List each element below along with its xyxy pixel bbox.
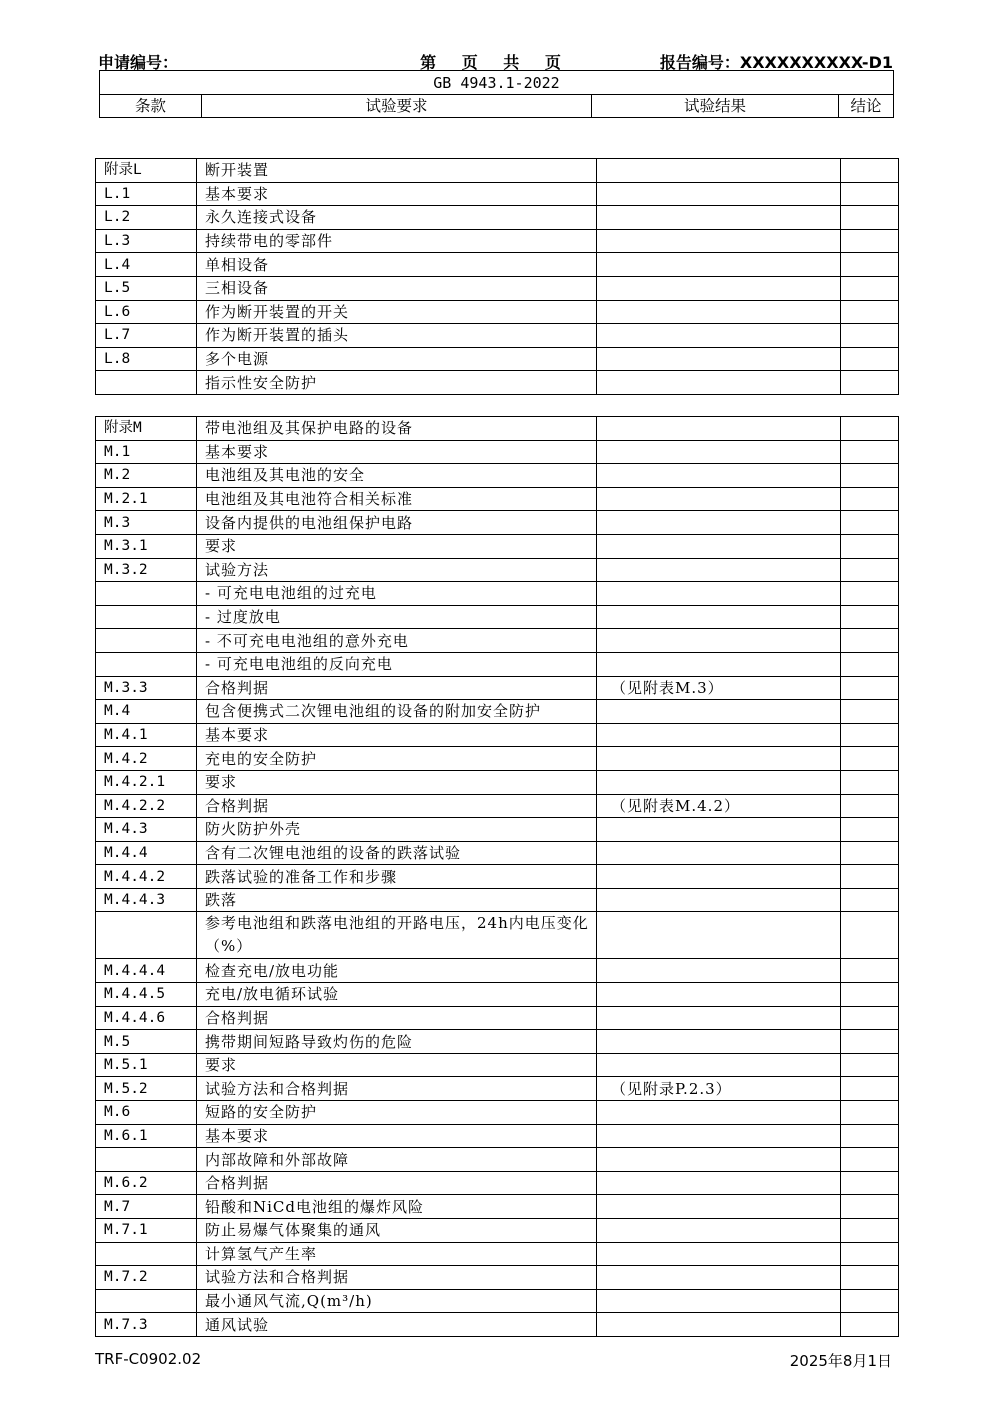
verdict-cell — [841, 534, 899, 558]
result-cell — [597, 1101, 841, 1125]
result-cell — [597, 1219, 841, 1243]
table-row — [96, 558, 899, 582]
result-cell — [597, 1006, 841, 1030]
table-row — [96, 1101, 899, 1125]
requirement-cell: 内部故障和外部故障 — [197, 1148, 597, 1172]
clause-cell: M.3.2 — [96, 558, 197, 582]
verdict-cell — [841, 1077, 899, 1101]
requirement-cell: 基本要求 — [197, 182, 597, 206]
verdict-cell — [841, 912, 899, 959]
table-row — [96, 983, 899, 1007]
requirement-cell: 计算氢气产生率 — [197, 1242, 597, 1266]
verdict-cell — [841, 464, 899, 488]
table-row — [96, 888, 899, 912]
table-row — [96, 371, 899, 395]
clause-cell: 附录M — [96, 417, 197, 441]
result-cell: （见附表M.4.2） — [597, 794, 841, 818]
clause-cell — [96, 605, 197, 629]
requirement-cell: 电池组及其电池符合相关标准 — [197, 487, 597, 511]
clause-cell: M.4.3 — [96, 818, 197, 842]
verdict-cell — [841, 1124, 899, 1148]
clause-cell — [96, 1148, 197, 1172]
column-header-result: 试验结果 — [592, 95, 839, 118]
result-cell — [597, 1313, 841, 1337]
column-header-requirement: 试验要求 — [202, 95, 592, 118]
clause-cell: M.4.4.5 — [96, 983, 197, 1007]
verdict-cell — [841, 959, 899, 983]
requirement-cell: 含有二次锂电池组的设备的跌落试验 — [197, 841, 597, 865]
verdict-cell — [841, 629, 899, 653]
page-header — [98, 48, 893, 72]
verdict-cell — [841, 770, 899, 794]
requirement-cell: 作为断开装置的插头 — [197, 324, 597, 348]
clause-cell: L.8 — [96, 347, 197, 371]
result-cell — [597, 770, 841, 794]
table-row — [96, 1242, 899, 1266]
table-row — [96, 487, 899, 511]
clause-cell: M.6.2 — [96, 1171, 197, 1195]
report-number-label: 报告编号：XXXXXXXXXX-D1 — [659, 53, 893, 72]
table-row — [96, 959, 899, 983]
requirement-cell: 检查充电/放电功能 — [197, 959, 597, 983]
table-row — [96, 276, 899, 300]
result-cell — [597, 347, 841, 371]
clause-cell: M.4.2.2 — [96, 794, 197, 818]
clause-cell: M.4.2 — [96, 747, 197, 771]
table-row — [96, 747, 899, 771]
result-cell — [597, 1053, 841, 1077]
table-row — [96, 794, 899, 818]
result-cell — [597, 206, 841, 230]
clause-cell: M.4 — [96, 700, 197, 724]
requirement-cell: 要求 — [197, 1053, 597, 1077]
column-header-verdict: 结论 — [839, 95, 894, 118]
verdict-cell — [841, 1313, 899, 1337]
verdict-cell — [841, 417, 899, 441]
table-row — [96, 1219, 899, 1243]
requirement-cell: 跌落 — [197, 888, 597, 912]
requirement-cell: - 过度放电 — [197, 605, 597, 629]
verdict-cell — [841, 182, 899, 206]
clause-cell: M.5.2 — [96, 1077, 197, 1101]
verdict-cell — [841, 582, 899, 606]
clause-cell: M.4.2.1 — [96, 770, 197, 794]
verdict-cell — [841, 1242, 899, 1266]
requirement-cell: - 可充电电池组的过充电 — [197, 582, 597, 606]
result-cell — [597, 253, 841, 277]
verdict-cell — [841, 300, 899, 324]
page-footer — [95, 1350, 892, 1370]
clause-cell: M.3 — [96, 511, 197, 535]
table-row — [96, 723, 899, 747]
requirement-cell: 短路的安全防护 — [197, 1101, 597, 1125]
table-row — [96, 629, 899, 653]
table-row — [96, 676, 899, 700]
result-cell — [597, 534, 841, 558]
verdict-cell — [841, 347, 899, 371]
verdict-cell — [841, 1053, 899, 1077]
requirement-cell: 作为断开装置的开关 — [197, 300, 597, 324]
requirement-cell: 参考电池组和跌落电池组的开路电压，24h内电压变化（%） — [197, 912, 597, 959]
page-count-label: 第 页 共 页 — [420, 53, 571, 72]
table-row — [96, 464, 899, 488]
verdict-cell — [841, 983, 899, 1007]
verdict-cell — [841, 794, 899, 818]
verdict-cell — [841, 1006, 899, 1030]
verdict-cell — [841, 652, 899, 676]
requirement-cell: 合格判据 — [197, 794, 597, 818]
table-row — [96, 300, 899, 324]
result-cell — [597, 629, 841, 653]
result-cell — [597, 229, 841, 253]
requirement-cell: 试验方法和合格判据 — [197, 1077, 597, 1101]
requirement-cell: 合格判据 — [197, 676, 597, 700]
clause-cell: M.4.4.4 — [96, 959, 197, 983]
table-row — [96, 1266, 899, 1290]
table-row — [96, 1195, 899, 1219]
result-cell — [597, 723, 841, 747]
verdict-cell — [841, 1219, 899, 1243]
verdict-cell — [841, 1148, 899, 1172]
clause-cell: M.3.3 — [96, 676, 197, 700]
result-cell — [597, 983, 841, 1007]
verdict-cell — [841, 487, 899, 511]
result-cell — [597, 912, 841, 959]
verdict-cell — [841, 253, 899, 277]
clause-cell — [96, 582, 197, 606]
clause-cell — [96, 652, 197, 676]
result-cell — [597, 652, 841, 676]
verdict-cell — [841, 841, 899, 865]
result-cell — [597, 417, 841, 441]
result-cell — [597, 841, 841, 865]
result-cell — [597, 511, 841, 535]
result-cell — [597, 1124, 841, 1148]
table-row — [96, 700, 899, 724]
requirement-cell: 最小通风气流,Q(m³/h) — [197, 1289, 597, 1313]
requirement-cell: 包含便携式二次锂电池组的设备的附加安全防护 — [197, 700, 597, 724]
clause-cell — [96, 371, 197, 395]
clause-cell: M.4.4.2 — [96, 865, 197, 889]
requirement-cell: 带电池组及其保护电路的设备 — [197, 417, 597, 441]
clause-cell: M.4.1 — [96, 723, 197, 747]
clause-cell: M.7.2 — [96, 1266, 197, 1290]
table-row — [96, 1171, 899, 1195]
clause-cell — [96, 629, 197, 653]
table-row — [96, 818, 899, 842]
verdict-cell — [841, 371, 899, 395]
clause-cell: L.3 — [96, 229, 197, 253]
verdict-cell — [841, 440, 899, 464]
requirement-cell: 永久连接式设备 — [197, 206, 597, 230]
result-cell — [597, 1030, 841, 1054]
result-cell — [597, 182, 841, 206]
requirement-cell: 指示性安全防护 — [197, 371, 597, 395]
table-row — [96, 253, 899, 277]
table-row — [96, 605, 899, 629]
verdict-cell — [841, 888, 899, 912]
clause-cell: M.7 — [96, 1195, 197, 1219]
table-row — [96, 1006, 899, 1030]
verdict-cell — [841, 1289, 899, 1313]
requirement-cell: 通风试验 — [197, 1313, 597, 1337]
requirement-cell: 防止易爆气体聚集的通风 — [197, 1219, 597, 1243]
requirement-cell: 防火防护外壳 — [197, 818, 597, 842]
requirement-cell: 要求 — [197, 534, 597, 558]
verdict-cell — [841, 159, 899, 183]
verdict-cell — [841, 276, 899, 300]
verdict-cell — [841, 865, 899, 889]
result-cell — [597, 888, 841, 912]
result-cell — [597, 959, 841, 983]
requirement-cell: 基本要求 — [197, 1124, 597, 1148]
footer-date: 2025年8月1日 — [789, 1352, 892, 1370]
result-cell — [597, 747, 841, 771]
result-cell — [597, 276, 841, 300]
requirement-cell: 试验方法 — [197, 558, 597, 582]
annex-m-table — [95, 416, 899, 1337]
clause-cell: M.1 — [96, 440, 197, 464]
verdict-cell — [841, 747, 899, 771]
verdict-cell — [841, 700, 899, 724]
result-cell — [597, 558, 841, 582]
table-row — [96, 912, 899, 959]
clause-cell: L.4 — [96, 253, 197, 277]
result-cell: （见附录P.2.3） — [597, 1077, 841, 1101]
table-row — [96, 1030, 899, 1054]
clause-cell: L.1 — [96, 182, 197, 206]
verdict-cell — [841, 676, 899, 700]
clause-cell: M.7.1 — [96, 1219, 197, 1243]
result-cell — [597, 818, 841, 842]
result-cell — [597, 1171, 841, 1195]
requirement-cell: 单相设备 — [197, 253, 597, 277]
form-code: TRF-C0902.02 — [95, 1350, 202, 1368]
standard-number: GB 4943.1-2022 — [100, 71, 894, 95]
table-row — [96, 206, 899, 230]
verdict-cell — [841, 206, 899, 230]
table-row — [96, 229, 899, 253]
verdict-cell — [841, 1266, 899, 1290]
verdict-cell — [841, 324, 899, 348]
table-row — [96, 440, 899, 464]
requirement-cell: 铅酸和NiCd电池组的爆炸风险 — [197, 1195, 597, 1219]
table-row — [96, 159, 899, 183]
verdict-cell — [841, 723, 899, 747]
clause-cell: M.2.1 — [96, 487, 197, 511]
verdict-cell — [841, 1101, 899, 1125]
clause-cell: L.6 — [96, 300, 197, 324]
requirement-cell: 持续带电的零部件 — [197, 229, 597, 253]
result-cell — [597, 582, 841, 606]
table-row — [96, 534, 899, 558]
clause-cell — [96, 1289, 197, 1313]
result-cell — [597, 1242, 841, 1266]
table-row — [96, 511, 899, 535]
result-cell — [597, 865, 841, 889]
table-row — [96, 1053, 899, 1077]
table-row — [96, 1124, 899, 1148]
table-row — [96, 1148, 899, 1172]
table-row — [96, 347, 899, 371]
result-cell — [597, 464, 841, 488]
clause-cell: M.2 — [96, 464, 197, 488]
requirement-cell: 充电/放电循环试验 — [197, 983, 597, 1007]
requirement-cell: 携带期间短路导致灼伤的危险 — [197, 1030, 597, 1054]
requirement-cell: 充电的安全防护 — [197, 747, 597, 771]
clause-cell: M.4.4 — [96, 841, 197, 865]
clause-cell: M.4.4.3 — [96, 888, 197, 912]
requirement-cell: 三相设备 — [197, 276, 597, 300]
table-row — [96, 1313, 899, 1337]
clause-cell: M.5.1 — [96, 1053, 197, 1077]
table-row — [96, 1289, 899, 1313]
clause-cell — [96, 1242, 197, 1266]
result-cell — [597, 1148, 841, 1172]
table-row — [96, 652, 899, 676]
result-cell — [597, 1266, 841, 1290]
requirement-cell: 要求 — [197, 770, 597, 794]
clause-cell: M.3.1 — [96, 534, 197, 558]
column-header-clause: 条款 — [100, 95, 202, 118]
requirement-cell: 电池组及其电池的安全 — [197, 464, 597, 488]
clause-cell: M.7.3 — [96, 1313, 197, 1337]
clause-cell: M.6.1 — [96, 1124, 197, 1148]
requirement-cell: 基本要求 — [197, 440, 597, 464]
requirement-cell: 多个电源 — [197, 347, 597, 371]
requirement-cell: - 可充电电池组的反向充电 — [197, 652, 597, 676]
result-cell — [597, 440, 841, 464]
requirement-cell: - 不可充电电池组的意外充电 — [197, 629, 597, 653]
verdict-cell — [841, 1030, 899, 1054]
requirement-cell: 合格判据 — [197, 1171, 597, 1195]
clause-cell: L.7 — [96, 324, 197, 348]
result-cell — [597, 159, 841, 183]
application-number-label: 申请编号： — [98, 53, 179, 72]
requirement-cell: 断开装置 — [197, 159, 597, 183]
verdict-cell — [841, 1171, 899, 1195]
result-cell: （见附表M.3） — [597, 676, 841, 700]
requirement-cell: 基本要求 — [197, 723, 597, 747]
verdict-cell — [841, 605, 899, 629]
table-row — [96, 582, 899, 606]
verdict-cell — [841, 1195, 899, 1219]
result-cell — [597, 371, 841, 395]
clause-cell: M.4.4.6 — [96, 1006, 197, 1030]
result-cell — [597, 324, 841, 348]
verdict-cell — [841, 229, 899, 253]
verdict-cell — [841, 818, 899, 842]
table-row — [96, 770, 899, 794]
result-cell — [597, 300, 841, 324]
requirement-cell: 设备内提供的电池组保护电路 — [197, 511, 597, 535]
clause-cell: M.5 — [96, 1030, 197, 1054]
result-cell — [597, 605, 841, 629]
table-row — [96, 182, 899, 206]
clause-cell: M.6 — [96, 1101, 197, 1125]
clause-cell: 附录L — [96, 159, 197, 183]
clause-cell: L.2 — [96, 206, 197, 230]
table-row — [96, 865, 899, 889]
verdict-cell — [841, 558, 899, 582]
result-cell — [597, 1195, 841, 1219]
table-row — [96, 417, 899, 441]
requirement-cell: 跌落试验的准备工作和步骤 — [197, 865, 597, 889]
clause-cell — [96, 912, 197, 959]
standard-header-table — [99, 70, 894, 118]
clause-cell: L.5 — [96, 276, 197, 300]
requirement-cell: 试验方法和合格判据 — [197, 1266, 597, 1290]
table-row — [96, 1077, 899, 1101]
result-cell — [597, 700, 841, 724]
annex-l-table — [95, 158, 899, 395]
table-row — [96, 324, 899, 348]
requirement-cell: 合格判据 — [197, 1006, 597, 1030]
verdict-cell — [841, 511, 899, 535]
table-row — [96, 841, 899, 865]
result-cell — [597, 487, 841, 511]
result-cell — [597, 1289, 841, 1313]
